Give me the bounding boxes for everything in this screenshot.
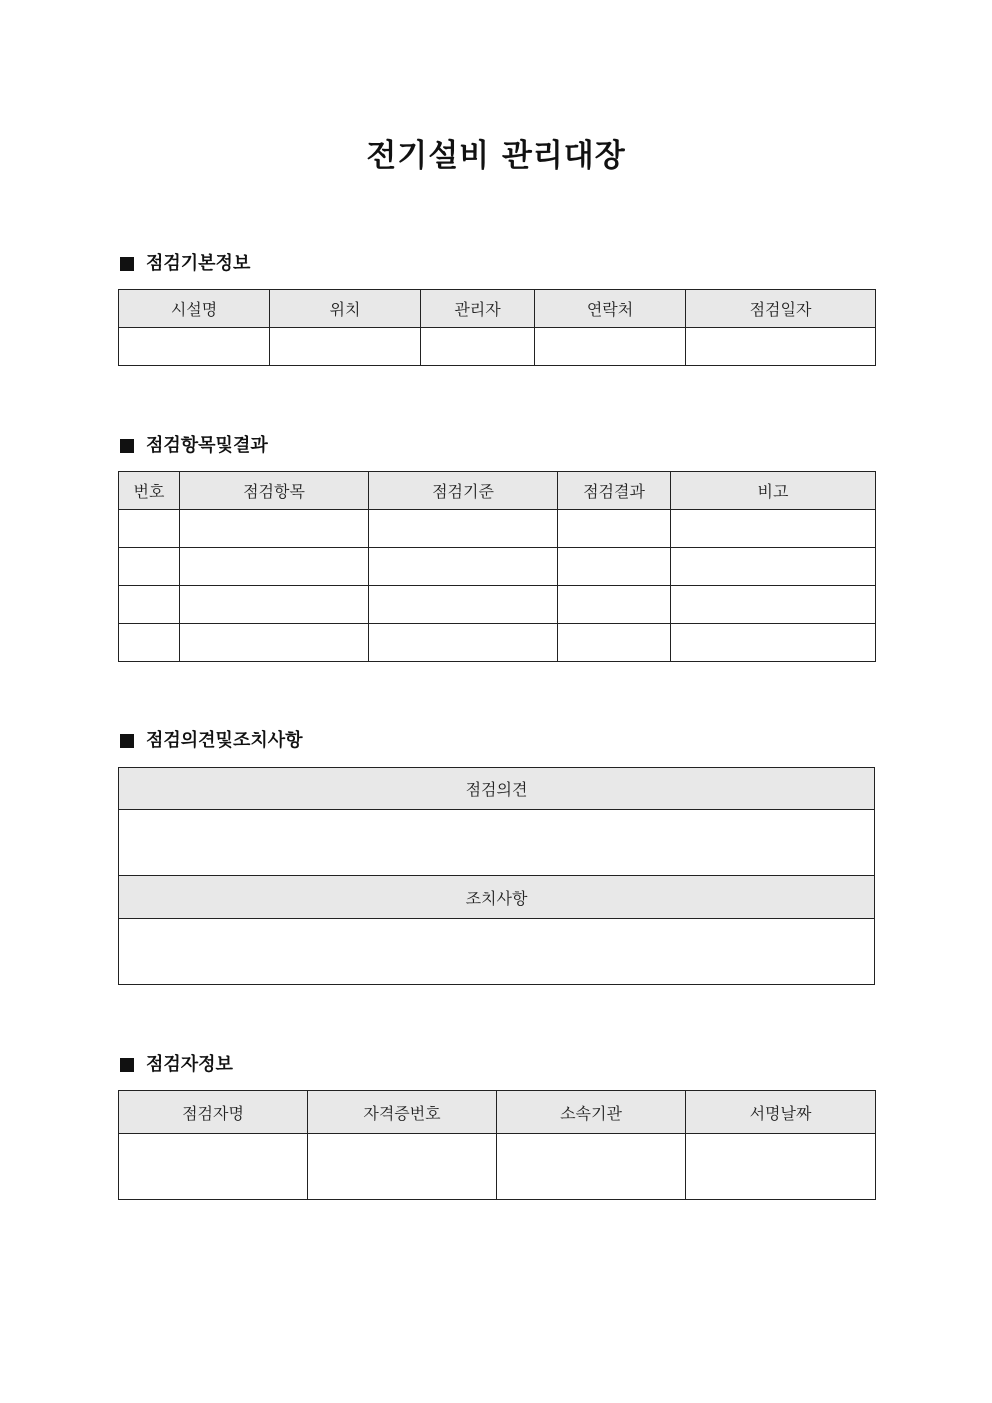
column-header-inspector-name: 점검자명 [119, 1091, 308, 1134]
table-row [119, 586, 876, 624]
table-row [119, 624, 876, 662]
column-header-inspection-result: 점검결과 [558, 472, 671, 510]
inspection-standard-cell[interactable] [369, 510, 558, 548]
section-heading-label: 점검항목및결과 [146, 435, 268, 456]
inspector-name-cell[interactable] [119, 1134, 308, 1200]
inspector-info-table [118, 1090, 876, 1200]
column-header-location: 위치 [270, 290, 421, 328]
inspection-result-cell[interactable] [558, 510, 671, 548]
table-row [119, 810, 875, 876]
opinion-cell[interactable] [119, 810, 875, 876]
manager-cell[interactable] [421, 328, 535, 366]
table-header-row [119, 876, 875, 919]
table-header-row [119, 768, 875, 810]
number-cell[interactable] [119, 586, 180, 624]
section-heading-label: 점검기본정보 [146, 253, 251, 274]
section-heading-opinion-actions [120, 729, 303, 753]
inspection-result-cell[interactable] [558, 548, 671, 586]
facility-name-cell[interactable] [119, 328, 270, 366]
action-cell[interactable] [119, 919, 875, 985]
number-cell[interactable] [119, 624, 180, 662]
document-title: 전기설비 관리대장 [366, 138, 626, 174]
column-header-affiliation: 소속기관 [497, 1091, 686, 1134]
section-heading-basic-info [120, 252, 250, 276]
column-header-inspection-date: 점검일자 [686, 290, 876, 328]
inspection-date-cell[interactable] [686, 328, 876, 366]
inspection-item-cell[interactable] [180, 586, 369, 624]
license-number-cell[interactable] [308, 1134, 497, 1200]
column-header-inspection-item: 점검항목 [180, 472, 369, 510]
location-cell[interactable] [270, 328, 421, 366]
section-heading-label: 점검의견및조치사항 [146, 730, 303, 751]
column-header-facility-name: 시설명 [119, 290, 270, 328]
square-bullet-icon [120, 1058, 134, 1072]
section-heading-items-results [120, 434, 268, 458]
column-header-signature-date: 서명날짜 [686, 1091, 876, 1134]
action-header: 조치사항 [119, 876, 875, 919]
table-header-row [119, 290, 876, 328]
number-cell[interactable] [119, 548, 180, 586]
signature-date-cell[interactable] [686, 1134, 876, 1200]
contact-cell[interactable] [535, 328, 686, 366]
table-header-row [119, 1091, 876, 1134]
number-cell[interactable] [119, 510, 180, 548]
inspection-standard-cell[interactable] [369, 586, 558, 624]
column-header-remarks: 비고 [671, 472, 876, 510]
column-header-manager: 관리자 [421, 290, 535, 328]
opinion-header: 점검의견 [119, 768, 875, 810]
inspection-item-cell[interactable] [180, 548, 369, 586]
inspection-item-cell[interactable] [180, 510, 369, 548]
section-heading-inspector-info [120, 1053, 233, 1077]
inspection-item-cell[interactable] [180, 624, 369, 662]
table-row [119, 1134, 876, 1200]
remarks-cell[interactable] [671, 624, 876, 662]
basic-info-table [118, 289, 876, 366]
remarks-cell[interactable] [671, 586, 876, 624]
opinion-actions-table [118, 767, 875, 985]
square-bullet-icon [120, 257, 134, 271]
table-row [119, 548, 876, 586]
column-header-contact: 연락처 [535, 290, 686, 328]
square-bullet-icon [120, 439, 134, 453]
items-results-table [118, 471, 876, 662]
section-heading-label: 점검자정보 [146, 1054, 233, 1075]
column-header-number: 번호 [119, 472, 180, 510]
table-header-row [119, 472, 876, 510]
table-row [119, 919, 875, 985]
remarks-cell[interactable] [671, 510, 876, 548]
table-row [119, 328, 876, 366]
affiliation-cell[interactable] [497, 1134, 686, 1200]
column-header-inspection-standard: 점검기준 [369, 472, 558, 510]
column-header-license-number: 자격증번호 [308, 1091, 497, 1134]
remarks-cell[interactable] [671, 548, 876, 586]
square-bullet-icon [120, 734, 134, 748]
table-row [119, 510, 876, 548]
inspection-result-cell[interactable] [558, 624, 671, 662]
inspection-result-cell[interactable] [558, 586, 671, 624]
inspection-standard-cell[interactable] [369, 624, 558, 662]
inspection-standard-cell[interactable] [369, 548, 558, 586]
